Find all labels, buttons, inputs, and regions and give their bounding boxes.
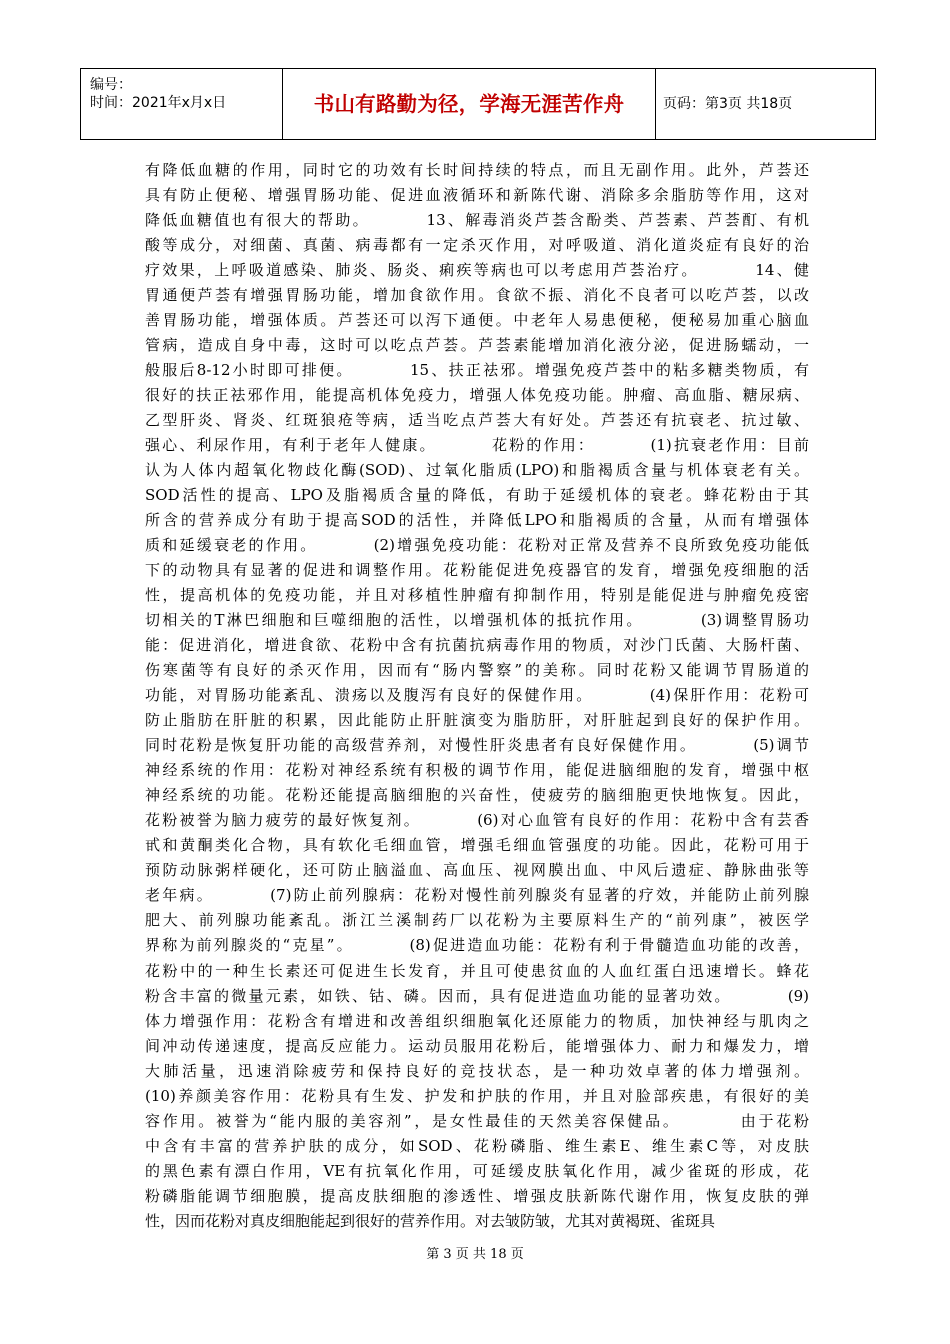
body-line: 防止脂肪在肝脏的积累，因此能防止肝脏演变为脂肪肝，对肝脏起到良好的保护作用。 (145, 711, 809, 730)
body-line: 大肺活量，迅速消除疲劳和保持良好的竞技状态，是一种功效卓著的体力增强剂。 (145, 1061, 809, 1080)
body-line: 神经系统的作用：花粉对神经系统有积极的调节作用，能促进脑细胞的发育，增强中枢 (145, 761, 809, 780)
body-line: 间冲动传递速度，提高反应能力。运动员服用花粉后，能增强体力、耐力和爆发力，增 (145, 1036, 809, 1055)
body-line: 肥大、前列腺功能紊乱。浙江兰溪制药厂以花粉为主要原料生产的“前列康”，被医学 (145, 911, 809, 930)
body-line: 强心、利尿作用，有利于老年人健康。 花粉的作用： (1)抗衰老作用：目前 (145, 436, 809, 455)
body-line: 具有防止便秘、增强胃肠功能、促进血液循环和新陈代谢、消除多余脂肪等作用，这对 (145, 186, 809, 205)
body-line: 能：促进消化，增进食欲、花粉中含有抗菌抗病毒作用的物质，对沙门氏菌、大肠杆菌、 (145, 636, 809, 655)
body-line: 疗效果，上呼吸道感染、肺炎、肠炎、痢疾等病也可以考虑用芦荟治疗。 14、健 (145, 261, 809, 280)
body-line: 性，提高机体的免疫功能，并且对移植性肿瘤有抑制作用，特别是能促进与肿瘤免疫密 (145, 586, 809, 605)
body-line: SOD活性的提高、LPO及脂褐质含量的降低，有助于延缓机体的衰老。蜂花粉由于其 (145, 486, 809, 505)
body-line: 胃通便芦荟有增强胃肠功能，增加食欲作用。食欲不振、消化不良者可以吃芦荟，以改 (145, 286, 809, 305)
body-line: 粉磷脂能调节细胞膜，提高皮肤细胞的渗透性、增强皮肤新陈代谢作用，恢复皮肤的弹 (145, 1186, 809, 1205)
header-table (80, 68, 876, 140)
page-info-cell (656, 69, 876, 140)
body-line: 的黑色素有漂白作用，VE有抗氧化作用，可延缓皮肤氧化作用，减少雀斑的形成，花 (145, 1161, 809, 1180)
header-meta-cell (81, 69, 283, 140)
body-line: 同时花粉是恢复肝功能的高级营养剂，对慢性肝炎患者有良好保健作用。 (5)调节 (145, 736, 809, 755)
body-line: 中含有丰富的营养护肤的成分，如SOD、花粉磷脂、维生素E、维生素C等，对皮肤 (145, 1136, 809, 1155)
body-line: 性，因而花粉对真皮细胞能起到很好的营养作用。对去皱防皱，尤其对黄褐斑、雀斑具 (145, 1211, 716, 1230)
body-line: 花粉被誉为脑力疲劳的最好恢复剂。 (6)对心血管有良好的作用：花粉中含有芸香 (145, 811, 809, 830)
motto-text: 书山有路勤为径，学海无涯苦作舟 (313, 92, 625, 116)
time-label: 时间：2021年x月x日 (90, 95, 227, 111)
page-footer: 第 3 页 共 18 页 (426, 1247, 524, 1262)
body-line: 所含的营养成分有助于提高SOD的活性，并降低LPO和脂褐质的含量，从而有增强体 (145, 511, 809, 530)
body-line: 粉含丰富的微量元素，如铁、钴、磷。因而，具有促进造血功能的显著功效。 (9) (145, 986, 809, 1005)
body-line: 容作用。被誉为“能内服的美容剂”，是女性最佳的天然美容保健品。 由于花粉 (145, 1111, 809, 1130)
body-line: 体力增强作用：花粉含有增进和改善组织细胞氧化还原能力的物质，加快神经与肌肉之 (145, 1011, 809, 1030)
body-line: 降低血糖值也有很大的帮助。 13、解毒消炎芦荟含酚类、芦荟素、芦荟酊、有机 (145, 211, 809, 230)
body-line: 善胃肠功能，增强体质。芦荟还可以泻下通便。中老年人易患便秘，便秘易加重心脑血 (145, 311, 809, 330)
body-line: 般服后8-12小时即可排便。 15、扶正祛邪。增强免疫芦荟中的粘多糖类物质，有 (145, 361, 809, 380)
body-line: 酸等成分，对细菌、真菌、病毒都有一定杀灭作用，对呼吸道、消化道炎症有良好的治 (145, 236, 809, 255)
motto-cell (283, 69, 656, 140)
body-line: 质和延缓衰老的作用。 (2)增强免疫功能：花粉对正常及营养不良所致免疫功能低 (145, 536, 809, 555)
body-line: 神经系统的功能。花粉还能提高脑细胞的兴奋性，使疲劳的脑细胞更快地恢复。因此， (145, 786, 809, 805)
body-line: 界称为前列腺炎的“克星”。 (8)促进造血功能：花粉有利于骨髓造血功能的改善， (145, 936, 809, 955)
body-line: 预防动脉粥样硬化，还可防止脑溢血、高血压、视网膜出血、中风后遗症、静脉曲张等 (145, 861, 809, 880)
body-line: 切相关的T淋巴细胞和巨噬细胞的活性，以增强机体的抵抗作用。 (3)调整胃肠功 (145, 611, 809, 630)
body-line: 认为人体内超氧化物歧化酶(SOD)、过氧化脂质(LPO)和脂褐质含量与机体衰老有关。 (145, 461, 809, 480)
body-line: 花粉中的一种生长素还可促进生长发育，并且可使患贫血的人血红蛋白迅速增长。蜂花 (145, 961, 809, 980)
body-text (145, 158, 809, 1234)
body-line: 伤寒菌等有良好的杀灭作用，因而有“肠内警察”的美称。同时花粉又能调节胃肠道的 (145, 661, 809, 680)
body-line: 老年病。 (7)防止前列腺病：花粉对慢性前列腺炎有显著的疗效，并能防止前列腺 (145, 886, 809, 905)
body-line: (10)养颜美容作用：花粉具有生发、护发和护肤的作用，并且对脸部疾患，有很好的美 (145, 1086, 809, 1105)
body-line: 乙型肝炎、肾炎、红斑狼疮等病，适当吃点芦荟大有好处。芦荟还有抗衰老、抗过敏、 (145, 411, 809, 430)
page-info-text: 页码：第3页 共18页 (663, 96, 793, 112)
body-line: 功能，对胃肠功能紊乱、溃疡以及腹泻有良好的保健作用。 (4)保肝作用：花粉可 (145, 686, 809, 705)
number-label: 编号： (90, 77, 132, 93)
body-line: 管病，造成自身中毒，这时可以吃点芦荟。芦荟素能增加消化液分泌，促进肠蠕动，一 (145, 336, 809, 355)
body-line: 很好的扶正祛邪作用，能提高机体免疫力，增强人体免疫功能。肿瘤、高血脂、糖尿病、 (145, 386, 809, 405)
body-line: 下的动物具有显著的促进和调整作用。花粉能促进免疫器官的发育，增强免疫细胞的活 (145, 561, 809, 580)
body-line: 有降低血糖的作用，同时它的功效有长时间持续的特点，而且无副作用。此外，芦荟还 (145, 161, 809, 179)
body-line: 甙和黄酮类化合物，具有软化毛细血管，增强毛细血管强度的功能。因此，花粉可用于 (145, 836, 809, 855)
